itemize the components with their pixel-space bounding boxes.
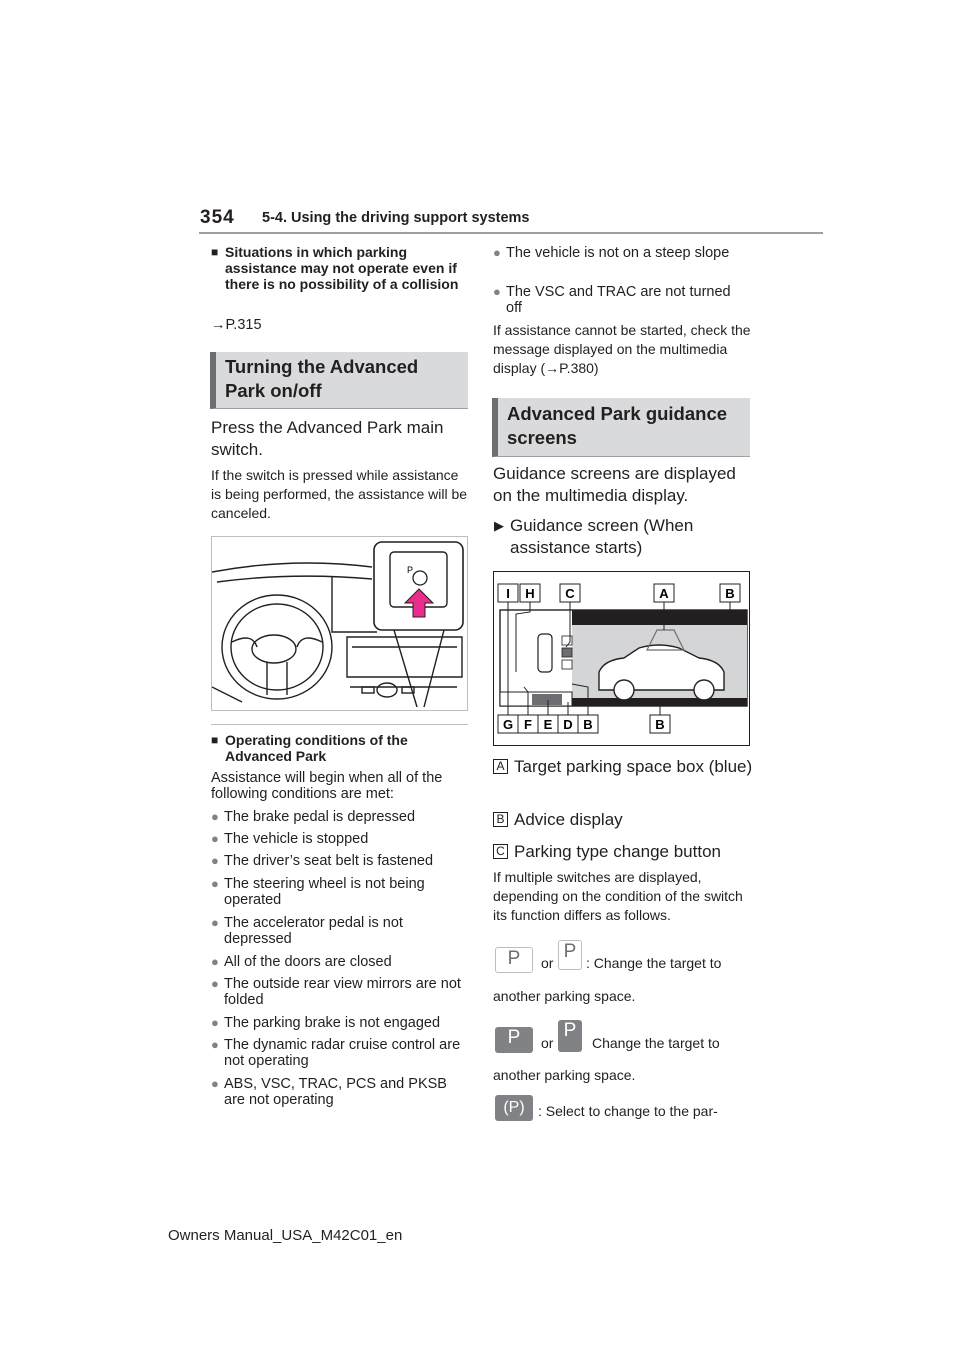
legend-item-a: A Target parking space box (blue) [493,756,755,778]
condition-item: ● The vehicle is not on a steep slope [493,245,730,261]
bullet-dot-icon: ● [211,876,219,891]
label-c-box: C [493,844,508,859]
svg-text:B: B [725,586,735,601]
turning-section-box [210,352,468,409]
guidance-section-box [492,398,750,457]
condition-item: ● The driver’s seat belt is fastened [211,853,434,869]
legend-item-c: C Parking type change button [493,841,755,863]
condition-item: ● The vehicle is stopped [211,831,369,847]
p-outline-vertical-button: P [558,940,582,970]
bullet-dot-icon: ● [211,915,219,930]
bullet-dot-icon: ● [211,831,219,846]
guidance-screen-illustration [493,571,750,746]
label-b-box: B [493,812,508,827]
p-filled-button: P [495,1027,533,1053]
bullet-dot-icon: ● [211,1037,219,1052]
header-rule [199,232,823,234]
row-2-continuation: another parking space. [493,1067,636,1083]
display-ref-link[interactable]: P.380) [559,360,599,376]
label-a-box: A [493,759,508,774]
svg-text:A: A [659,586,669,601]
guidance-screen-label: ▶ Guidance screen (When assistance starts) [494,516,694,557]
condition-item: ● The outside rear view mirrors are not folded [211,976,461,1008]
guidance-title: Advanced Park guidance screens [507,403,728,448]
condition-item: ● The accelerator pedal is not depressed [211,915,403,947]
divider [211,724,468,725]
svg-text:C: C [565,586,575,601]
parking-type-icon: (P) [495,1095,533,1121]
svg-text:P: P [407,565,414,575]
triangle-right-icon: ▶ [494,518,504,533]
p-button-row-1: P or P : Change the target to [495,945,755,975]
condition-item: ● The steering wheel is not being operated [211,876,425,908]
svg-text:D: D [563,717,573,732]
page-number: 354 [200,207,235,228]
operating-heading: ■ Operating conditions of the Advanced Park [211,732,408,764]
guidance-intro: Guidance screens are displayed on the multimedia display. [493,464,736,505]
p-button-row-3: (P) : Select to change to the par- [495,1095,755,1125]
switch-note: If the switch is pressed while assistance is being performed, the assistance will be canceled. [211,467,468,521]
dashboard-illustration [211,536,468,711]
bullet-dot-icon: ● [493,284,501,299]
p-button-row-2: P or P Change the target to [495,1025,755,1057]
square-bullet-icon: ■ [211,733,219,747]
condition-item: ● All of the doors are closed [211,954,392,970]
svg-text:E: E [543,717,553,732]
footer-text: Owners Manual_USA_M42C01_en [168,1227,403,1244]
svg-text:B: B [655,717,665,732]
situations-heading: ■ Situations in which parking assistance may not operate even if there is no possibility of a collision [211,244,459,292]
dashboard-drawing [212,537,467,710]
bullet-dot-icon: ● [211,1015,219,1030]
bullet-dot-icon: ● [211,954,219,969]
p-outline-button: P [495,947,533,973]
bullet-dot-icon: ● [493,245,501,260]
svg-text:B: B [583,717,593,732]
svg-text:I: I [506,586,510,601]
arrow-icon: → [211,317,226,333]
legend-item-b: B Advice display [493,809,755,831]
svg-text:F: F [524,717,532,732]
condition-item: ● The parking brake is not engaged [211,1015,441,1031]
operating-intro: Assistance will begin when all of the following conditions are met: [211,770,443,802]
condition-item: ● The brake pedal is depressed [211,809,416,825]
bullet-dot-icon: ● [211,1076,219,1091]
section-title: 5-4. Using the driving support systems [262,210,530,226]
condition-item: ● ABS, VSC, TRAC, PCS and PKSB are not operating [211,1076,447,1108]
condition-item: ● The VSC and TRAC are not turned off [493,284,731,316]
situations-ref[interactable]: →P.315 [211,317,262,333]
guidance-screen-drawing [494,572,749,745]
svg-text:H: H [525,586,535,601]
bullet-dot-icon: ● [211,853,219,868]
p-filled-vertical-button: P [558,1020,582,1052]
press-instruction: Press the Advanced Park main switch. [211,418,444,459]
cannot-start-note: If assistance cannot be started, check the message displayed on the multimedia display (→P.380) [493,322,751,376]
bullet-dot-icon: ● [211,976,219,991]
multiple-switch-note: If multiple switches are displayed, depending on the condition of the switch its function differs as follows. [493,869,743,923]
condition-item: ● The dynamic radar cruise control are not operating [211,1037,461,1069]
square-bullet-icon: ■ [211,245,219,259]
row-1-continuation: another parking space. [493,988,636,1004]
turning-title: Turning the Advanced Park on/off [225,356,419,401]
svg-text:G: G [502,717,514,732]
bullet-dot-icon: ● [211,809,219,824]
arrow-icon: → [545,360,560,376]
